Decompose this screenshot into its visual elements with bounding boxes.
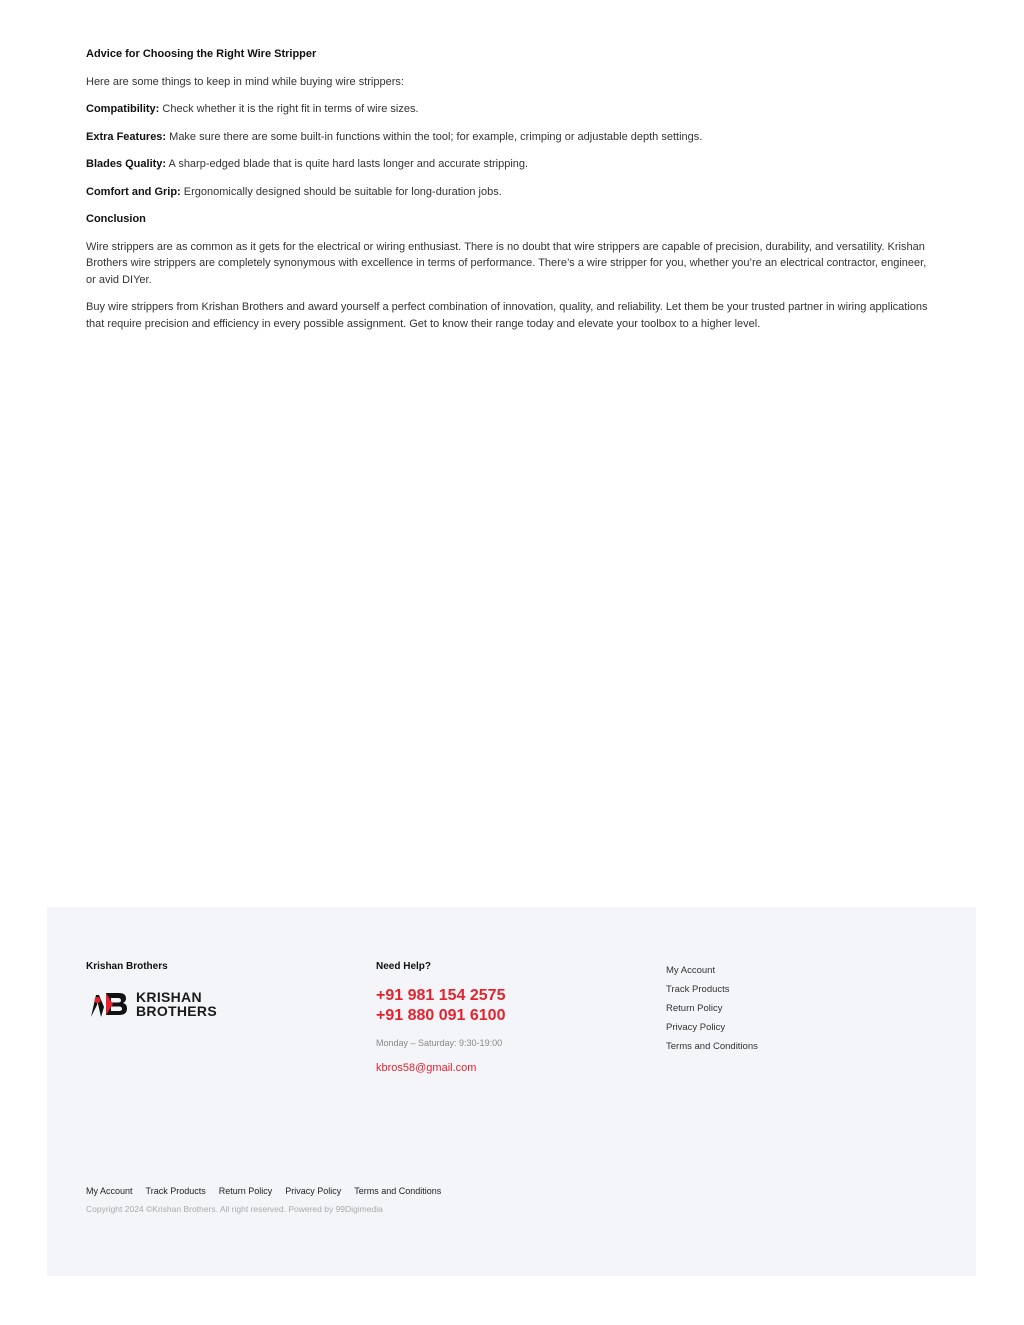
bottom-link-privacy-policy[interactable]: Privacy Policy xyxy=(285,1186,342,1196)
footer-logo[interactable] xyxy=(87,989,217,1019)
logo-line-2: BROTHERS xyxy=(136,1003,217,1019)
bottom-link-my-account[interactable]: My Account xyxy=(86,1186,133,1196)
footer-link-track-products[interactable]: Track Products xyxy=(666,984,730,995)
conclusion-paragraph-2: Buy wire strippers from Krishan Brothers and award yourself a perfect combination of innovation, quality, and reliability. Let them be your trusted partner in wiring applications that require precision and efficiency in every possible assignment. Get to know their range today and elevate your toolbox to a higher level. xyxy=(86,301,928,330)
logo-wordmark xyxy=(136,990,217,1018)
footer-link-my-account[interactable]: My Account xyxy=(666,965,716,976)
bottom-link-return-policy[interactable]: Return Policy xyxy=(218,1186,273,1196)
tip-extra-features xyxy=(86,129,936,146)
email-link[interactable]: kbros58@gmail.com xyxy=(376,1062,477,1074)
tip-blades-quality xyxy=(86,156,936,173)
tip-text: Check whether it is the right fit in terms of wire sizes. xyxy=(159,103,419,115)
tip-compatibility xyxy=(86,101,936,118)
footer-link-privacy-policy[interactable]: Privacy Policy xyxy=(666,1022,726,1033)
tip-text: A sharp-edged blade that is quite hard lasts longer and accurate stripping. xyxy=(166,158,529,170)
pliers-logo-icon xyxy=(87,989,131,1019)
business-hours: Monday – Saturday: 9:30-19:00 xyxy=(376,1038,503,1048)
footer-link-terms[interactable]: Terms and Conditions xyxy=(666,1041,758,1052)
footer-brand-title: Krishan Brothers xyxy=(86,961,168,972)
phone-2[interactable]: +91 880 091 6100 xyxy=(376,1007,506,1024)
phone-1[interactable]: +91 981 154 2575 xyxy=(376,987,506,1004)
bottom-link-terms[interactable]: Terms and Conditions xyxy=(354,1186,442,1196)
tip-label: Comfort and Grip: xyxy=(86,185,181,198)
tip-comfort-grip xyxy=(86,184,936,201)
tip-text: Ergonomically designed should be suitable for long-duration jobs. xyxy=(180,185,502,198)
tip-label: Extra Features: xyxy=(86,130,167,143)
footer-link-return-policy[interactable]: Return Policy xyxy=(666,1003,723,1014)
tip-label: Blades Quality: xyxy=(86,158,167,170)
logo-line-1: KRISHAN xyxy=(136,989,202,1005)
conclusion-paragraph-1: Wire strippers are as common as it gets for the electrical or wiring enthusiast. There is no doubt that wire strippers are capable of precision, durability, and versatility. Krishan Brothers wire strippers are completely synonymous with excellence in terms of performance. There’s a wire stripper for you, whether you’re an electrical contractor, engineer, or avid DIYer. xyxy=(86,240,927,286)
advice-intro: Here are some things to keep in mind while buying wire strippers: xyxy=(86,75,404,88)
advice-heading: Advice for Choosing the Right Wire Stripper xyxy=(86,48,317,60)
tip-label: Compatibility: xyxy=(86,103,160,115)
bottom-nav xyxy=(86,1186,441,1196)
conclusion-heading: Conclusion xyxy=(86,213,146,225)
site-footer xyxy=(47,907,976,1276)
need-help-title: Need Help? xyxy=(376,961,432,972)
footer-links xyxy=(666,964,758,1059)
article-body xyxy=(86,46,936,343)
copyright-text: Copyright 2024 ©Krishan Brothers. All right reserved. Powered by 99Digimedia xyxy=(86,1204,383,1214)
tip-text: Make sure there are some built-in functions within the tool; for example, crimping or adjustable depth settings. xyxy=(166,130,703,143)
bottom-link-track-products[interactable]: Track Products xyxy=(145,1186,206,1196)
